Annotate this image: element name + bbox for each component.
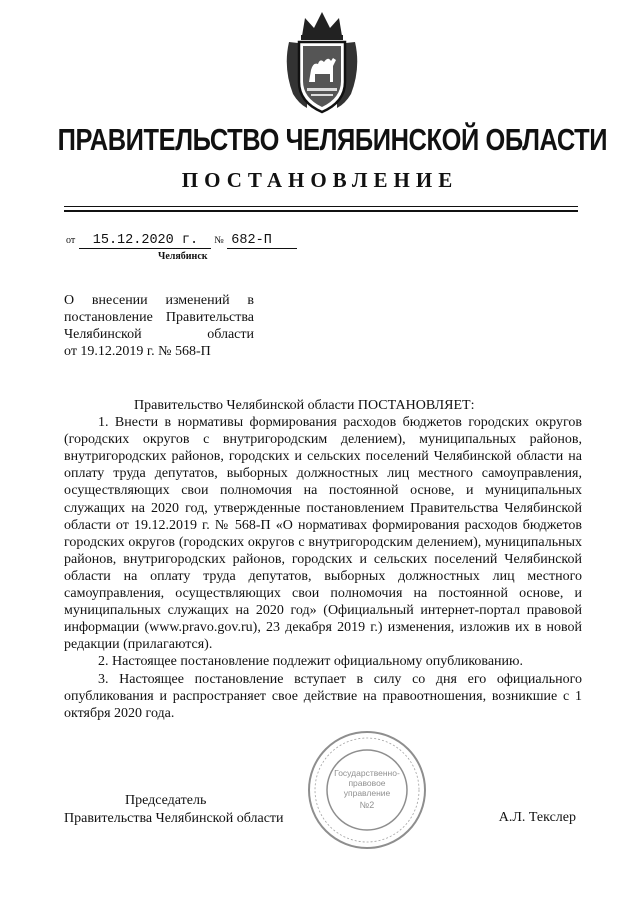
- subject-line: О внесении изменений в: [64, 293, 254, 308]
- signatory-title: [64, 792, 284, 828]
- subject-line: Челябинской области: [64, 327, 254, 342]
- header-rule: [64, 206, 578, 207]
- seal-text-line: управление: [343, 788, 391, 798]
- date-number-line: [66, 232, 297, 249]
- resolution-item-1: 1. Внести в нормативы формирования расходов бюджетов городских округов (городских округов с внутригородским делением), муниципальных районов, внутригородских районов, городских и сельских поселений Челябинской области на оплату труда депутатов, выборных должностных лиц местного самоуправления, осуществляющих свои полномочия на постоянной основе, и муниципальных служащих на 2020 год, утвержденные постановлением Правительства Челябинской области от 19.12.2019 г. № 568-П «О нормативах формирования расходов бюджетов городских округов (городских округов с внутригородским делением), муниципальных районов, внутригородских районов, городских и сельских поселений Челябинской области на оплату труда депутатов, выборных должностных лиц местного самоуправления, осуществляющих свои полномочия на постоянной основе, и муниципальных служащих на 2020 год» (Официальный интернет-портал правовой информации (www.pravo.gov.ru), 23 декабря 2019 г.) изменения, изложив их в новой редакции (прилагаются).: [64, 415, 582, 653]
- seal-text-line: Государственно-: [334, 768, 400, 778]
- number-prefix: №: [214, 235, 224, 246]
- document-subject: [64, 292, 254, 360]
- subject-line: постановление Правительства: [64, 310, 254, 325]
- document-type: ПОСТАНОВЛЕНИЕ: [181, 168, 459, 192]
- seal-text-line: №2: [359, 800, 375, 810]
- coat-of-arms-icon: [285, 8, 359, 116]
- resolution-intro: Правительство Челябинской области ПОСТАНОВЛЯЕТ:: [134, 398, 475, 413]
- signatory-title-line: Председатель: [125, 793, 207, 808]
- document-number: 682-П: [227, 233, 297, 249]
- date-prefix: от: [66, 235, 76, 246]
- official-seal-icon: [305, 728, 429, 852]
- resolution-item-2: 2. Настоящее постановление подлежит официальному опубликованию.: [98, 654, 523, 670]
- header-rule-thick: [64, 210, 578, 212]
- government-title: ПРАВИТЕЛЬСТВО ЧЕЛЯБИНСКОЙ ОБЛАСТИ: [57, 122, 608, 157]
- city: Челябинск: [158, 251, 208, 262]
- seal-text-line: правовое: [348, 778, 386, 788]
- subject-line: от 19.12.2019 г. № 568-П: [64, 344, 211, 359]
- signatory-title-line: Правительства Челябинской области: [64, 811, 284, 826]
- resolution-item-3: 3. Настоящее постановление вступает в силу со дня его официального опубликования и распространяет свое действие на правоотношения, возникшие с 1 октября 2020 года.: [64, 671, 582, 721]
- document-date: 15.12.2020 г.: [79, 233, 211, 249]
- document-body: [64, 397, 582, 722]
- signatory-name: А.Л. Текслер: [498, 810, 576, 825]
